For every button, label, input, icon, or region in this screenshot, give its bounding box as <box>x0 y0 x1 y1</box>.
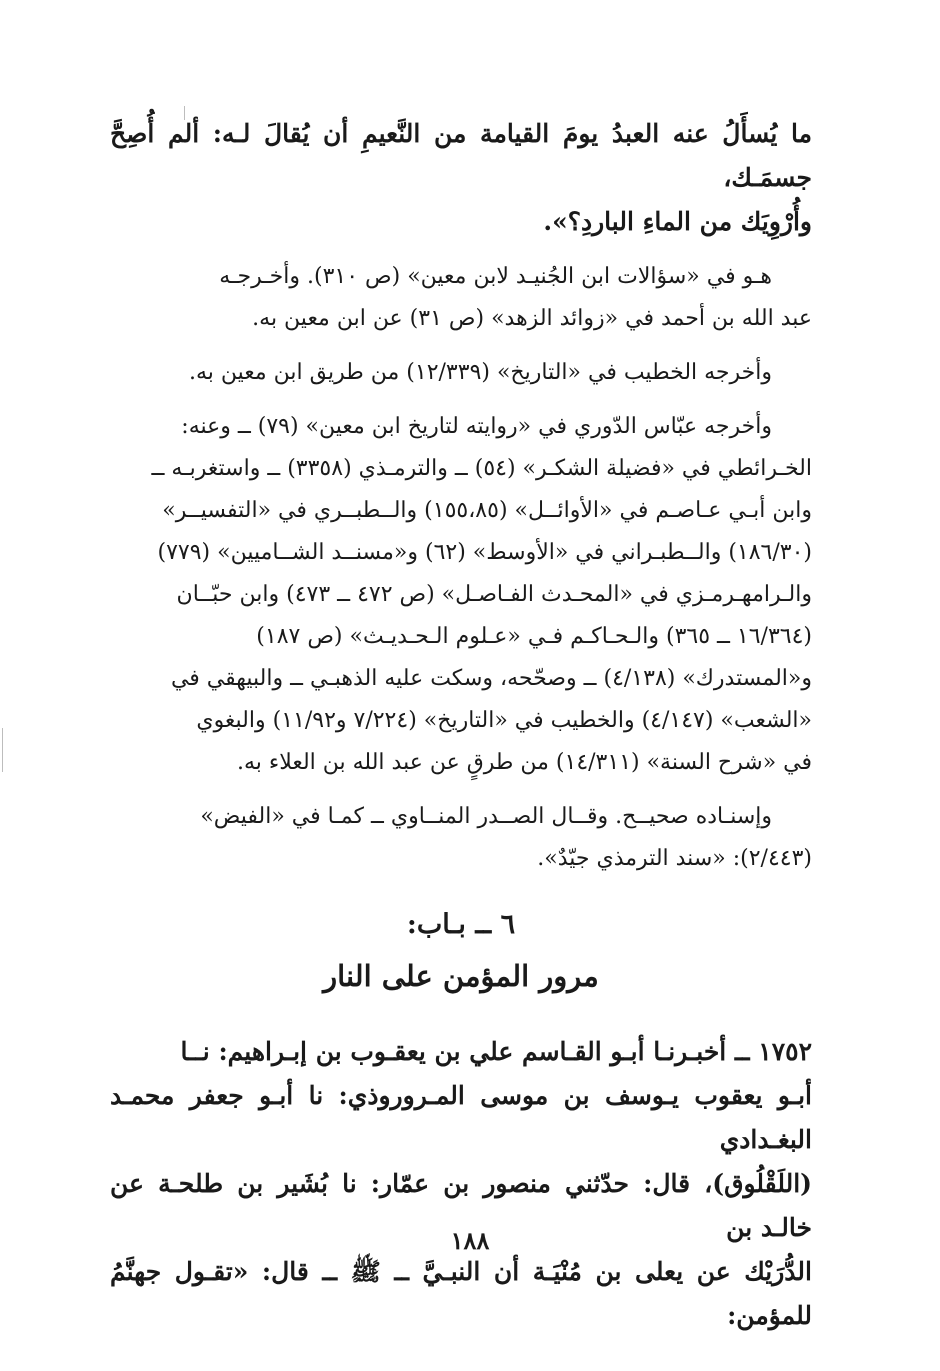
hadith-1752-paragraph <box>110 1030 812 1338</box>
text-line: «الشعب» (٤/١٤٧) والخطيب في «التاريخ» (٧/٢٢٤ و١١/٩٢) والبغوي <box>196 708 812 733</box>
takhrij-paragraph <box>110 256 812 340</box>
text-line: وأخرجه عبّاس الدّوري في «روايته لتاريخ ابن معين» (٧٩) ــ وعنه: <box>181 414 772 439</box>
text-line: (اللَقْلُوق)، قال: حدّثني منصور بن عمّار: نا بُشَير بن طلحـة عن خالـد بن <box>110 1169 812 1242</box>
text-line: في «شرح السنة» (١٤/٣١١) من طرقٍ عن عبد الله بن العلاء به. <box>236 750 812 775</box>
text-line: هـو في «سؤالات ابن الجُنيـد لابن معين» (ص ٣١٠). وأخـرجـه <box>219 264 772 289</box>
text-line: ١٧٥٢ ــ أخبـرنـا أبـو القـاسم علي بن يعقـوب بن إبـراهيم: نــا <box>180 1037 812 1066</box>
page-body <box>110 112 812 1338</box>
text-line: وأخرجه الخطيب في «التاريخ» (١٢/٣٣٩) من طريق ابن معين به. <box>189 360 772 385</box>
text-line: وأُرْوِيَك من الماءِ الباردِ؟». <box>543 207 812 236</box>
text-line: عبد الله بن أحمد في «زوائد الزهد» (ص ٣١) عن ابن معين به. <box>252 306 812 331</box>
chapter-number-heading: ٦ ــ بـاب: <box>406 909 516 940</box>
text-line: أبـو يعقوب يـوسف بن موسى المـروروذي: نا أبـو جعفر محمـد البغـدادي <box>110 1081 812 1154</box>
takhrij-paragraph <box>110 352 812 394</box>
text-line: ما يُسأَلُ عنه العبدُ يومَ القيامة من النَّعيمِ أن يُقالَ لـه: ألم أُصِحَّ جسمَـك، <box>110 119 812 192</box>
text-line: (١٨٦/٣٠) والــطبـراني في «الأوسط» (٦٢) و«مسنــد الشــاميين» (٧٧٩) <box>157 540 812 565</box>
takhrij-paragraph <box>110 406 812 784</box>
page-number: ١٨٨ <box>450 1226 490 1255</box>
text-line: (٢/٤٤٣): «سند الترمذي جيّدٌ». <box>537 846 812 871</box>
hadith-text-paragraph <box>110 112 812 244</box>
text-line: الخـرائطي في «فضيلة الشكـر» (٥٤) ــ والترمـذي (٣٣٥٨) ــ واستغربـه ــ <box>151 456 812 481</box>
scan-mark-left <box>2 728 3 772</box>
takhrij-paragraph <box>110 796 812 880</box>
text-line: الدُّرَيْك عن يعلى بن مُنْيَـة أن النبـيَّ ــ ﷺ ــ قال: «تقـول جهنَّمُ للمؤمن: <box>110 1257 812 1330</box>
text-line: والـرامهـرمـزي في «المحـدث الفـاصـل» (ص ٤٧٢ ــ ٤٧٣) وابن حبّــان <box>176 582 812 607</box>
text-line: و«المستدرك» (٤/١٣٨) ــ وصحّحه، وسكت عليه الذهبـي ــ والبيهقي في <box>170 666 812 691</box>
text-line: وابن أبـي عـاصـم في «الأوائــل» (١٥٥،٨٥) والــطبــري في «التفسيــر» <box>162 498 812 523</box>
text-line: وإسنـاده صحيــح. وقــال الصــدر المنــاوي ــ كمـا في «الفيض» <box>200 804 772 829</box>
text-line: (١٦/٣٦٤ ــ ٣٦٥) والـحـاكـم فـي «عـلوم الـحـديـث» (ص ١٨٧) <box>256 624 812 649</box>
chapter-title-heading: مرور المؤمن على النار <box>323 959 599 993</box>
